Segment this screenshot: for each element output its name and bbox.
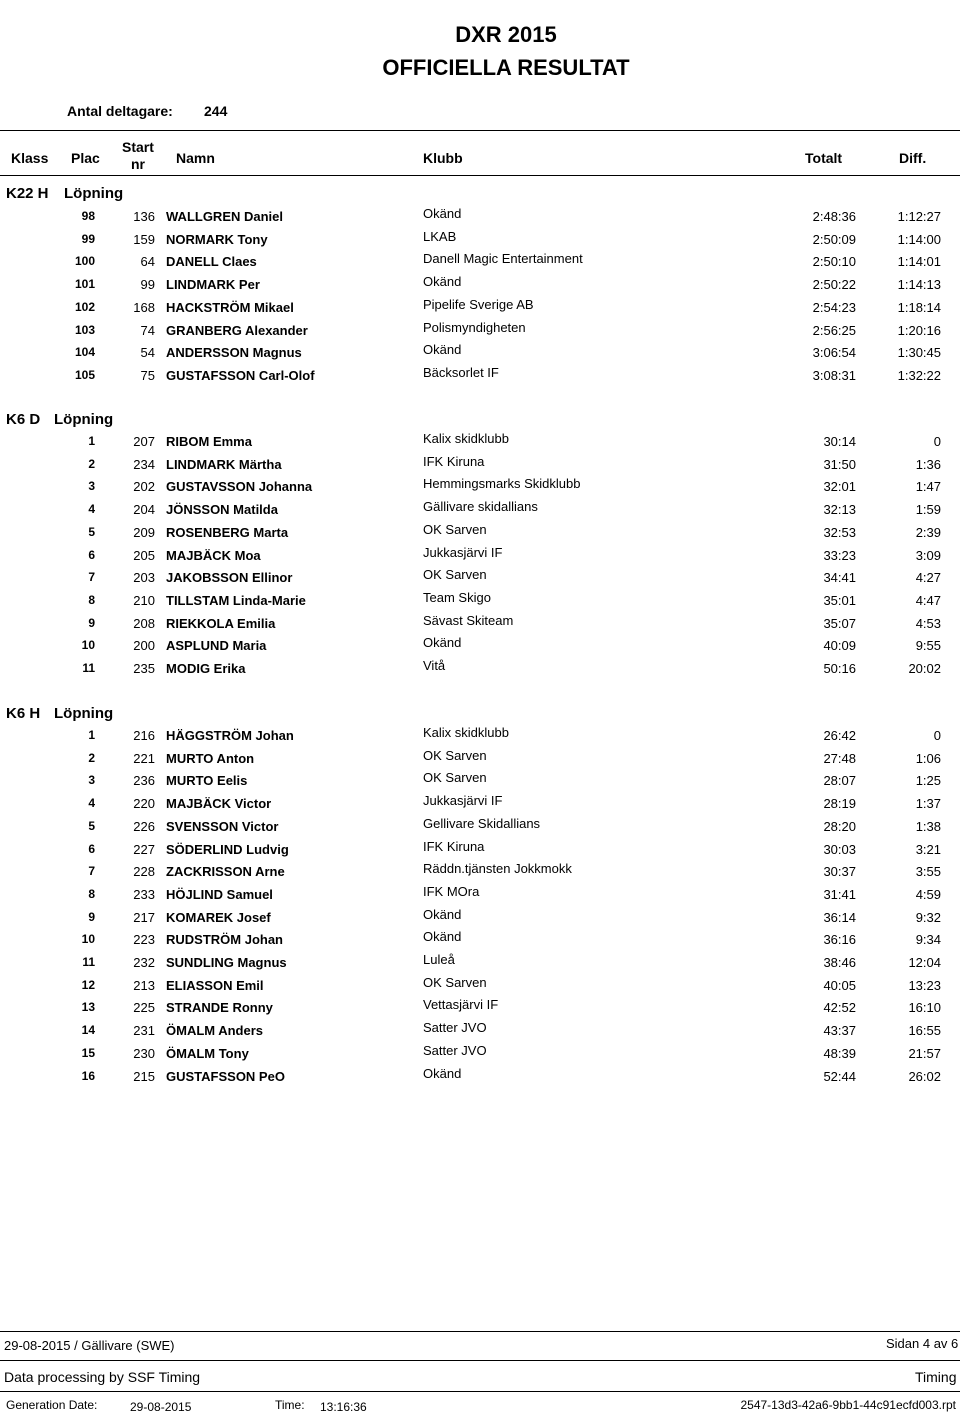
time-diff: 1:37 — [915, 796, 941, 811]
participants-label: Antal deltagare: — [67, 103, 173, 119]
placement: 10 — [81, 932, 95, 946]
total-time: 34:41 — [823, 570, 856, 585]
total-time: 48:39 — [823, 1046, 856, 1061]
result-row — [0, 567, 960, 592]
result-row — [0, 907, 960, 932]
time-diff: 3:21 — [915, 842, 941, 857]
club-name: Pipelife Sverige AB — [423, 297, 534, 312]
result-row — [0, 297, 960, 322]
total-time: 30:03 — [823, 842, 856, 857]
placement: 14 — [81, 1023, 95, 1037]
athlete-name: TILLSTAM Linda-Marie — [166, 593, 306, 608]
total-time: 27:48 — [823, 751, 856, 766]
footer-time-value: 13:16:36 — [320, 1400, 367, 1414]
athlete-name: ÖMALM Tony — [166, 1046, 249, 1061]
start-number: 74 — [140, 323, 155, 338]
club-name: Hemmingsmarks Skidklubb — [423, 476, 581, 491]
total-time: 3:08:31 — [812, 368, 856, 383]
start-number: 225 — [133, 1000, 155, 1015]
club-name: Team Skigo — [423, 590, 491, 605]
placement: 102 — [74, 300, 95, 314]
result-row — [0, 522, 960, 547]
placement: 9 — [88, 910, 95, 924]
athlete-name: GUSTAFSSON Carl-Olof — [166, 368, 315, 383]
placement: 4 — [88, 502, 95, 516]
col-header-start-line1: Start — [122, 139, 154, 155]
start-number: 215 — [133, 1069, 155, 1084]
total-time: 2:54:23 — [812, 300, 856, 315]
total-time: 42:52 — [823, 1000, 856, 1015]
placement: 2 — [88, 457, 95, 471]
time-diff: 1:38 — [915, 819, 941, 834]
placement: 6 — [88, 842, 95, 856]
time-diff: 16:55 — [908, 1023, 941, 1038]
result-row — [0, 342, 960, 367]
result-row — [0, 476, 960, 501]
total-time: 52:44 — [823, 1069, 856, 1084]
footer-page: Sidan 4 av 6 — [886, 1336, 959, 1351]
col-header-namn: Namn — [176, 150, 215, 166]
result-row — [0, 816, 960, 841]
total-time: 2:50:09 — [812, 232, 856, 247]
start-number: 234 — [133, 457, 155, 472]
result-row — [0, 251, 960, 276]
col-header-plac: Plac — [71, 150, 100, 166]
start-number: 209 — [133, 525, 155, 540]
total-time: 36:14 — [823, 910, 856, 925]
time-diff: 1:47 — [915, 479, 941, 494]
result-row — [0, 770, 960, 795]
col-header-start-line2: nr — [130, 156, 145, 172]
result-row — [0, 499, 960, 524]
total-time: 33:23 — [823, 548, 856, 563]
placement: 2 — [88, 751, 95, 765]
footer-gen-date: 29-08-2015 — [130, 1400, 192, 1414]
club-name: OK Sarven — [423, 522, 487, 537]
start-number: 203 — [133, 570, 155, 585]
time-diff: 13:23 — [908, 978, 941, 993]
start-number: 221 — [133, 751, 155, 766]
time-diff: 1:59 — [915, 502, 941, 517]
placement: 98 — [81, 209, 95, 223]
total-time: 31:50 — [823, 457, 856, 472]
result-row — [0, 658, 960, 683]
club-name: Satter JVO — [423, 1020, 487, 1035]
club-name: Okänd — [423, 206, 462, 221]
result-row — [0, 1020, 960, 1045]
total-time: 30:37 — [823, 864, 856, 879]
placement: 16 — [81, 1069, 95, 1083]
club-name: IFK MOra — [423, 884, 480, 899]
start-number: 213 — [133, 978, 155, 993]
club-name: Kalix skidklubb — [423, 725, 509, 740]
header-bottom-rule — [0, 175, 960, 176]
club-name: OK Sarven — [423, 748, 487, 763]
result-row — [0, 793, 960, 818]
class-discipline: Löpning — [64, 185, 124, 202]
club-name: Luleå — [423, 952, 455, 967]
col-header-klass: Klass — [11, 150, 49, 166]
time-diff: 1:14:00 — [897, 232, 941, 247]
club-name: Kalix skidklubb — [423, 431, 509, 446]
athlete-name: MODIG Erika — [166, 661, 246, 676]
athlete-name: STRANDE Ronny — [166, 1000, 273, 1015]
time-diff: 1:32:22 — [897, 368, 941, 383]
total-time: 2:50:10 — [812, 254, 856, 269]
time-diff: 1:06 — [915, 751, 941, 766]
footer-bottom-rule — [0, 1391, 960, 1392]
athlete-name: RIEKKOLA Emilia — [166, 616, 276, 631]
col-header-diff: Diff. — [899, 150, 927, 166]
start-number: 236 — [133, 773, 155, 788]
col-header-start — [122, 139, 154, 173]
time-diff: 1:36 — [915, 457, 941, 472]
athlete-name: SVENSSON Victor — [166, 819, 279, 834]
total-time: 26:42 — [823, 728, 856, 743]
start-number: 232 — [133, 955, 155, 970]
athlete-name: JAKOBSSON Ellinor — [166, 570, 293, 585]
club-name: OK Sarven — [423, 770, 487, 785]
start-number: 64 — [140, 254, 155, 269]
time-diff: 3:55 — [915, 864, 941, 879]
total-time: 3:06:54 — [812, 345, 856, 360]
club-name: IFK Kiruna — [423, 839, 485, 854]
athlete-name: ROSENBERG Marta — [166, 525, 289, 540]
total-time: 32:01 — [823, 479, 856, 494]
club-name: Okänd — [423, 635, 462, 650]
placement: 5 — [88, 819, 95, 833]
time-diff: 9:55 — [915, 638, 941, 653]
placement: 15 — [81, 1046, 95, 1060]
club-name: Okänd — [423, 274, 462, 289]
participants-value: 244 — [204, 103, 228, 119]
placement: 13 — [81, 1000, 95, 1014]
start-number: 216 — [133, 728, 155, 743]
club-name: Gellivare Skidallians — [423, 816, 541, 831]
start-number: 99 — [140, 277, 155, 292]
start-number: 223 — [133, 932, 155, 947]
result-row — [0, 274, 960, 299]
time-diff: 4:27 — [915, 570, 941, 585]
start-number: 210 — [133, 593, 155, 608]
total-time: 28:19 — [823, 796, 856, 811]
result-row — [0, 1043, 960, 1068]
result-row — [0, 997, 960, 1022]
athlete-name: MAJBÄCK Moa — [166, 548, 261, 563]
placement: 1 — [88, 728, 95, 742]
placement: 3 — [88, 773, 95, 787]
total-time: 40:05 — [823, 978, 856, 993]
time-diff: 9:34 — [915, 932, 941, 947]
time-diff: 0 — [933, 728, 941, 743]
club-name: Räddn.tjänsten Jokkmokk — [423, 861, 572, 876]
placement: 101 — [74, 277, 95, 291]
total-time: 31:41 — [823, 887, 856, 902]
athlete-name: MURTO Anton — [166, 751, 255, 766]
footer-timing: Timing — [915, 1369, 957, 1385]
athlete-name: LINDMARK Märtha — [166, 457, 282, 472]
result-row — [0, 320, 960, 345]
placement: 100 — [74, 254, 95, 268]
class-name: K6 D — [6, 411, 41, 428]
start-number: 208 — [133, 616, 155, 631]
placement: 104 — [74, 345, 95, 359]
athlete-name: WALLGREN Daniel — [166, 209, 284, 224]
athlete-name: KOMAREK Josef — [166, 910, 271, 925]
total-time: 32:53 — [823, 525, 856, 540]
start-number: 205 — [133, 548, 155, 563]
start-number: 168 — [133, 300, 155, 315]
club-name: Vettasjärvi IF — [423, 997, 499, 1012]
athlete-name: GRANBERG Alexander — [166, 323, 308, 338]
athlete-name: MAJBÄCK Victor — [166, 796, 272, 811]
athlete-name: LINDMARK Per — [166, 277, 260, 292]
result-row — [0, 1066, 960, 1091]
club-name: Jukkasjärvi IF — [423, 793, 503, 808]
start-number: 228 — [133, 864, 155, 879]
athlete-name: SUNDLING Magnus — [166, 955, 287, 970]
time-diff: 1:25 — [915, 773, 941, 788]
result-row — [0, 431, 960, 456]
result-row — [0, 725, 960, 750]
athlete-name: DANELL Claes — [166, 254, 257, 269]
placement: 8 — [88, 593, 95, 607]
placement: 10 — [81, 638, 95, 652]
athlete-name: GUSTAVSSON Johanna — [166, 479, 313, 494]
club-name: Okänd — [423, 342, 462, 357]
result-row — [0, 929, 960, 954]
class-discipline: Löpning — [54, 411, 114, 428]
club-name: Sävast Skiteam — [423, 613, 514, 628]
club-name: Danell Magic Entertainment — [423, 251, 583, 266]
start-number: 204 — [133, 502, 155, 517]
result-row — [0, 613, 960, 638]
time-diff: 26:02 — [908, 1069, 941, 1084]
total-time: 32:13 — [823, 502, 856, 517]
total-time: 38:46 — [823, 955, 856, 970]
start-number: 220 — [133, 796, 155, 811]
total-time: 50:16 — [823, 661, 856, 676]
time-diff: 1:12:27 — [897, 209, 941, 224]
time-diff: 0 — [933, 434, 941, 449]
result-row — [0, 365, 960, 390]
club-name: Jukkasjärvi IF — [423, 545, 503, 560]
result-row — [0, 635, 960, 660]
total-time: 2:50:22 — [812, 277, 856, 292]
placement: 11 — [82, 955, 95, 969]
placement: 12 — [81, 978, 95, 992]
club-name: Satter JVO — [423, 1043, 487, 1058]
club-name: OK Sarven — [423, 975, 487, 990]
athlete-name: SÖDERLIND Ludvig — [166, 842, 289, 857]
total-time: 40:09 — [823, 638, 856, 653]
start-number: 230 — [133, 1046, 155, 1061]
athlete-name: ELIASSON Emil — [166, 978, 264, 993]
time-diff: 4:53 — [915, 616, 941, 631]
footer-processing: Data processing by SSF Timing — [4, 1369, 201, 1385]
club-name: OK Sarven — [423, 567, 487, 582]
total-time: 30:14 — [823, 434, 856, 449]
footer-top-rule — [0, 1331, 960, 1332]
start-number: 54 — [140, 345, 155, 360]
placement: 4 — [88, 796, 95, 810]
total-time: 2:48:36 — [812, 209, 856, 224]
time-diff: 2:39 — [915, 525, 941, 540]
club-name: Polismyndigheten — [423, 320, 526, 335]
athlete-name: JÖNSSON Matilda — [166, 502, 278, 517]
page-title: DXR 2015 — [455, 22, 557, 47]
club-name: Gällivare skidallians — [423, 499, 538, 514]
total-time: 28:07 — [823, 773, 856, 788]
placement: 99 — [81, 232, 95, 246]
col-header-totalt: Totalt — [805, 150, 843, 166]
club-name: Bäcksorlet IF — [423, 365, 499, 380]
athlete-name: MURTO Eelis — [166, 773, 248, 788]
placement: 3 — [88, 479, 95, 493]
col-header-klubb: Klubb — [423, 150, 463, 166]
footer-date-place: 29-08-2015 / Gällivare (SWE) — [4, 1338, 175, 1353]
placement: 8 — [88, 887, 95, 901]
start-number: 217 — [133, 910, 155, 925]
club-name: IFK Kiruna — [423, 454, 485, 469]
athlete-name: RUDSTRÖM Johan — [166, 932, 283, 947]
result-row — [0, 861, 960, 886]
placement: 1 — [88, 434, 95, 448]
placement: 6 — [88, 548, 95, 562]
time-diff: 21:57 — [908, 1046, 941, 1061]
placement: 7 — [88, 570, 95, 584]
athlete-name: ASPLUND Maria — [166, 638, 267, 653]
athlete-name: ÖMALM Anders — [166, 1023, 264, 1038]
club-name: Okänd — [423, 929, 462, 944]
start-number: 235 — [133, 661, 155, 676]
class-name: K22 H — [6, 185, 49, 202]
athlete-name: NORMARK Tony — [166, 232, 268, 247]
athlete-name: HÖJLIND Samuel — [166, 887, 273, 902]
placement: 9 — [88, 616, 95, 630]
athlete-name: HÄGGSTRÖM Johan — [166, 728, 294, 743]
start-number: 231 — [133, 1023, 155, 1038]
placement: 5 — [88, 525, 95, 539]
total-time: 28:20 — [823, 819, 856, 834]
time-diff: 1:20:16 — [897, 323, 941, 338]
class-name: K6 H — [6, 705, 41, 722]
footer-mid-rule — [0, 1360, 960, 1361]
time-diff: 4:47 — [915, 593, 941, 608]
result-row — [0, 206, 960, 231]
placement: 103 — [74, 323, 95, 337]
time-diff: 9:32 — [915, 910, 941, 925]
total-time: 35:01 — [823, 593, 856, 608]
athlete-name: ZACKRISSON Arne — [166, 864, 285, 879]
time-diff: 4:59 — [915, 887, 941, 902]
footer-gen-label: Generation Date: — [6, 1398, 98, 1412]
time-diff: 12:04 — [908, 955, 941, 970]
start-number: 202 — [133, 479, 155, 494]
class-discipline: Löpning — [54, 705, 114, 722]
footer-file: 2547-13d3-42a6-9bb1-44c91ecfd003.rpt — [740, 1398, 956, 1412]
start-number: 136 — [133, 209, 155, 224]
time-diff: 1:14:01 — [897, 254, 941, 269]
start-number: 207 — [133, 434, 155, 449]
result-row — [0, 590, 960, 615]
time-diff: 1:30:45 — [897, 345, 941, 360]
start-number: 75 — [140, 368, 155, 383]
club-name: LKAB — [423, 229, 457, 244]
total-time: 2:56:25 — [812, 323, 856, 338]
athlete-name: RIBOM Emma — [166, 434, 252, 449]
athlete-name: HACKSTRÖM Mikael — [166, 300, 294, 315]
footer-time-label: Time: — [275, 1398, 305, 1412]
page-subtitle: OFFICIELLA RESULTAT — [382, 55, 630, 80]
time-diff: 1:14:13 — [897, 277, 941, 292]
total-time: 35:07 — [823, 616, 856, 631]
start-number: 200 — [133, 638, 155, 653]
result-row — [0, 884, 960, 909]
start-number: 233 — [133, 887, 155, 902]
start-number: 226 — [133, 819, 155, 834]
athlete-name: GUSTAFSSON PeO — [166, 1069, 285, 1084]
club-name: Vitå — [423, 658, 446, 673]
total-time: 36:16 — [823, 932, 856, 947]
header-top-rule — [0, 130, 960, 131]
start-number: 159 — [133, 232, 155, 247]
time-diff: 1:18:14 — [897, 300, 941, 315]
time-diff: 20:02 — [908, 661, 941, 676]
club-name: Okänd — [423, 907, 462, 922]
time-diff: 3:09 — [915, 548, 941, 563]
start-number: 227 — [133, 842, 155, 857]
total-time: 43:37 — [823, 1023, 856, 1038]
placement: 7 — [88, 864, 95, 878]
club-name: Okänd — [423, 1066, 462, 1081]
placement: 11 — [82, 661, 95, 675]
athlete-name: ANDERSSON Magnus — [166, 345, 302, 360]
placement: 105 — [74, 368, 95, 382]
time-diff: 16:10 — [908, 1000, 941, 1015]
result-row — [0, 952, 960, 977]
